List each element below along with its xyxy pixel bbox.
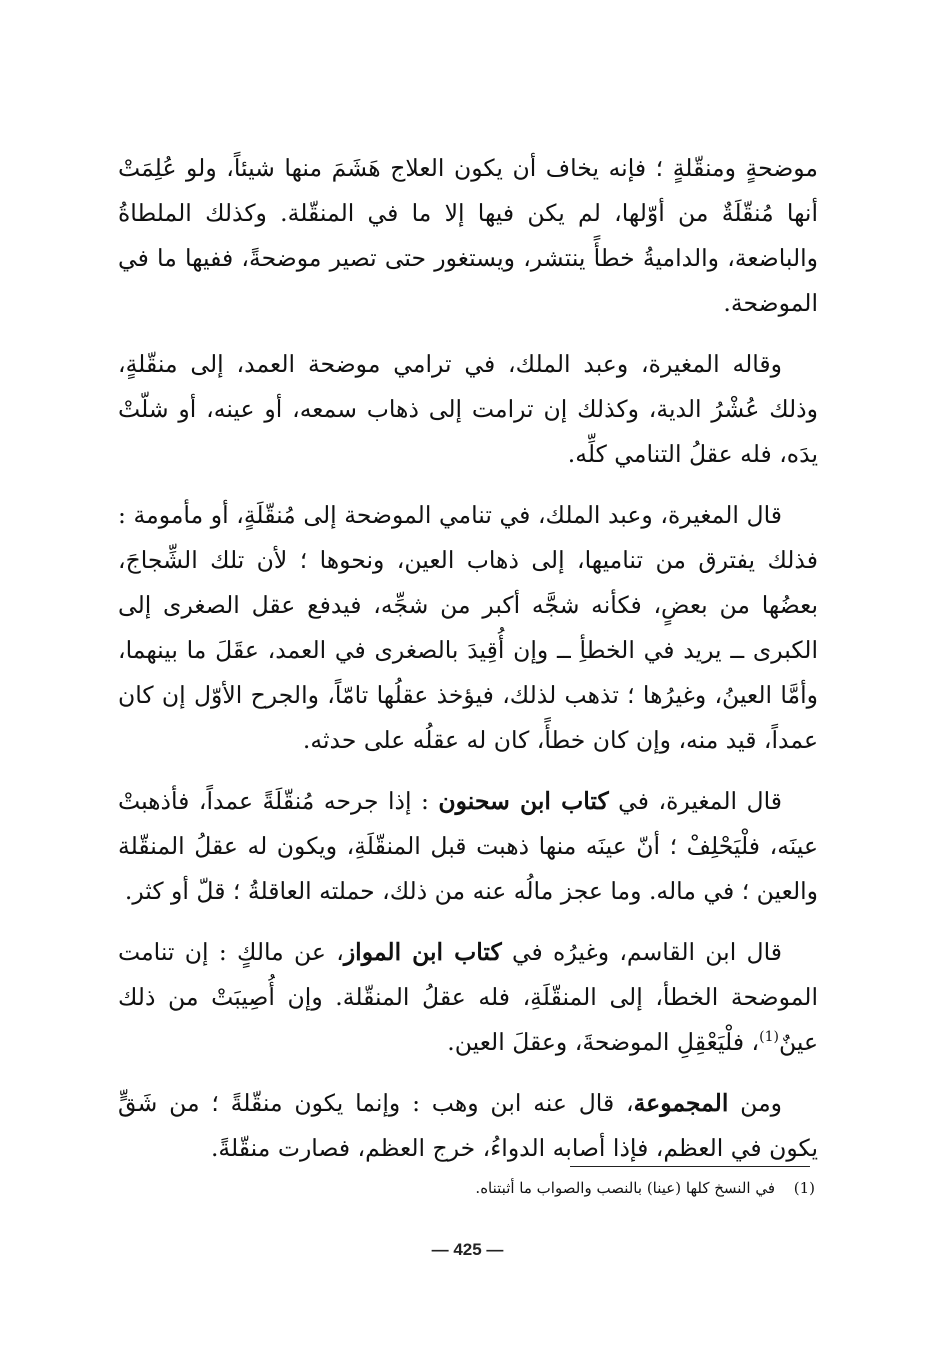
page-number: — 425 — [431, 1240, 504, 1259]
paragraph-4 [118, 779, 818, 914]
book-title-al-majmua: المجموعة [633, 1089, 729, 1117]
paragraph-5 [118, 930, 818, 1065]
paragraph-1 [118, 146, 818, 326]
paragraph-5-text-b: ، عن مالكٍ : إن تنامت الموضحة الخطأ، إلى المنقّلَةِ، فله عقلُ المنقّلة. وإن أُصِيبَتْ من ذلك عينٌ [118, 938, 818, 1056]
book-title-ibn-al-mawwaz: كتاب ابن المواز [343, 938, 502, 966]
footnote-text: في النسخ كلها (عينا) بالنصب والصواب ما أثبتناه. [475, 1179, 775, 1197]
footnote-number: (1) [793, 1179, 815, 1197]
paragraph-5-text-c: ، فلْيَعْقِلِ الموضحةَ، وعقلَ العين. [447, 1028, 760, 1056]
paragraph-2 [118, 342, 818, 477]
footnote [380, 1176, 815, 1200]
footnote-reference[interactable]: (1) [759, 1029, 779, 1046]
book-title-ibn-sahnun: كتاب ابن سحنون [438, 787, 609, 815]
paragraph-4-text-b: : إذا جرحه مُنقّلَةً عمداً، فأذهبتْ عينَه، فلْيَحْلِفْ ؛ أنّ عينَه منها ذهبت قبل المنقّلَةِ، ويكون له عقلُ المنقّلة والعين ؛ في ماله. وما عجز مالُه عنه من ذلك، حملته العاقلةُ ؛ قلّ أو كثر. [118, 787, 818, 905]
paragraph-1-text: موضحةٍ ومنقّلةٍ ؛ فإنه يخاف أن يكون العلاج هَشَمَ منها شيئاً، ولو عُلِمَتْ أنها مُنقّلَةٌ من أوّلها، لم يكن فيها إلا ما في المنقّلة. وكذلك الملطاةُ والباضعة، والداميةُ خطأً ينتشر، ويستغور حتى تصير موضحةً، ففيها ما في الموضحة. [118, 154, 818, 317]
paragraph-2-text: وقاله المغيرة، وعبد الملك، في ترامي موضحة العمد، إلى منقّلةٍ، وذلك عُشْرُ الدية، وكذلك إن ترامت إلى ذهاب سمعه، أو عينه، أو شلّتْ يدَه، فله عقلُ التنامي كلِّه. [118, 350, 818, 468]
paragraph-4-text-a: قال المغيرة، في [608, 787, 783, 815]
paragraph-3 [118, 493, 818, 763]
paragraph-3-text: قال المغيرة، وعبد الملك، في تنامي الموضحة إلى مُنقّلَةٍ، أو مأمومة : فذلك يفترق من تناميها، إلى ذهاب العين، ونحوها ؛ لأن تلك الشِّجاجَ، بعضُها من بعضٍ، فكأنه شجَّه أكبر من شجِّه، فيدفع عقل الصغرى إلى الكبرى ــ يريد في الخطأِ ــ وإن أُقِيدَ بالصغرى في العمد، عقَلَ ما بينهما، وأمَّا العينُ، وغيرُها ؛ تذهب لذلك، فيؤخذ عقلُها تامّاً، والجرح الأوّل إن كان عمداً، قيد منه، وإن كان خطأً، كان له عقلُه على حدثه. [118, 501, 818, 754]
main-text [118, 146, 818, 1187]
paragraph-6-text-b: ، قال عنه ابن وهب : وإنما يكون منقّلةً ؛ من شَقٍّ يكون في العظم، فإذا أصابه الدواءُ، خرج العظم، فصارت منقّلةً. [118, 1089, 818, 1162]
paragraph-6-text-a: ومن [728, 1089, 783, 1117]
footnote-divider [570, 1166, 810, 1167]
paragraph-5-text-a: قال ابن القاسم، وغيرُه في [501, 938, 783, 966]
paragraph-6 [118, 1081, 818, 1171]
